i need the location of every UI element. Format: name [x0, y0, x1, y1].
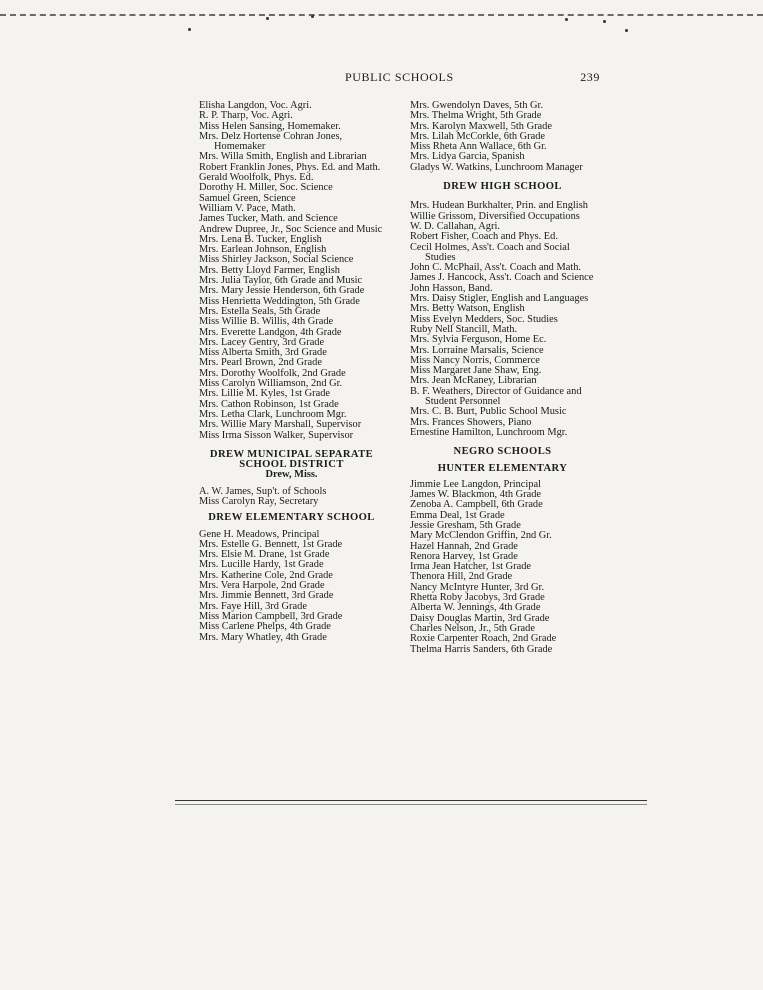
staff-entry: Miss Henrietta Weddington, 5th Grade [199, 295, 360, 307]
district-heading: DREW MUNICIPAL SEPARATE SCHOOL DISTRICT [209, 448, 374, 471]
staff-entry: Miss Helen Sansing, Homemaker. [199, 120, 341, 132]
staff-entry: Miss Nancy Norris, Commerce [410, 354, 540, 366]
staff-entry: Daisy Douglas Martin, 3rd Grade [410, 612, 550, 624]
high-school-heading: DREW HIGH SCHOOL [443, 181, 562, 193]
right-column [410, 101, 595, 655]
staff-entry: Mrs. Daisy Stigler, English and Languages [410, 293, 589, 305]
scan-speck [565, 18, 568, 21]
staff-entry: Mrs. Elsie M. Drane, 1st Grade [199, 549, 330, 561]
staff-entry: Mrs. Betty Watson, English [410, 303, 525, 315]
staff-entry: Miss Alberta Smith, 3rd Grade [199, 347, 327, 359]
staff-list [199, 101, 384, 441]
staff-entry: R. P. Tharp, Voc. Agri. [199, 110, 293, 122]
staff-entry: Mrs. Lorraine Marsalis, Science [410, 344, 544, 356]
staff-entry: Miss Willie B. Willis, 4th Grade [199, 316, 334, 328]
staff-entry: Mrs. Letha Clark, Lunchroom Mgr. [199, 408, 347, 420]
staff-entry: Mrs. Willa Smith, English and Librarian [199, 151, 367, 163]
footer-rule [175, 800, 647, 801]
staff-entry: Miss Carolyn Williamson, 2nd Gr. [199, 378, 343, 390]
staff-entry: Jessie Gresham, 5th Grade [410, 519, 521, 531]
elementary-staff-list [199, 530, 384, 643]
staff-entry: Nancy McIntyre Hunter, 3rd Gr. [410, 581, 545, 593]
staff-entry: Mrs. Faye Hill, 3rd Grade [199, 600, 307, 612]
staff-list [410, 101, 595, 173]
staff-entry: John Hasson, Band. [410, 282, 493, 294]
staff-entry: Mrs. Julia Taylor, 6th Grade and Music [199, 275, 363, 287]
staff-entry: Robert Franklin Jones, Phys. Ed. and Math. [199, 161, 381, 173]
staff-entry: Thenora Hill, 2nd Grade [410, 571, 513, 583]
staff-entry: Mrs. Mary Whatley, 4th Grade [199, 631, 327, 643]
staff-entry: Miss Margaret Jane Shaw, Eng. [410, 365, 542, 377]
staff-entry: Mrs. Mary Jessie Henderson, 6th Grade [199, 285, 365, 297]
scan-edge-border [0, 14, 763, 16]
staff-entry: Mrs. Lillie M. Kyles, 1st Grade [199, 388, 331, 400]
staff-entry: Mrs. Everette Landgon, 4th Grade [199, 326, 342, 338]
footer-rule [175, 804, 647, 805]
staff-entry: Renora Harvey, 1st Grade [410, 550, 518, 562]
staff-entry: William V. Pace, Math. [199, 202, 296, 214]
page-number: 239 [580, 70, 600, 84]
staff-entry: Mrs. Dorothy Woolfolk, 2nd Grade [199, 367, 346, 379]
staff-entry: W. D. Callahan, Agri. [410, 220, 500, 232]
staff-entry: Gene H. Meadows, Principal [199, 528, 320, 540]
high-school-staff-list [410, 201, 595, 438]
staff-entry: Mrs. Hudean Burkhalter, Prin. and English [410, 200, 588, 212]
district-location: Drew, Miss. [265, 469, 318, 481]
staff-entry: Mrs. Lacey Gentry, 3rd Grade [199, 336, 325, 348]
scan-speck [603, 20, 606, 23]
staff-entry: Mary McClendon Griffin, 2nd Gr. [410, 530, 552, 542]
staff-entry: Miss Carolyn Ray, Secretary [199, 495, 319, 507]
staff-entry: Andrew Dupree, Jr., Soc Science and Music [199, 223, 383, 235]
elementary-heading: DREW ELEMENTARY SCHOOL [208, 512, 375, 524]
staff-entry: Mrs. Estelle G. Bennett, 1st Grade [199, 538, 343, 550]
staff-entry: Zenoba A. Campbell, 6th Grade [410, 499, 543, 511]
staff-entry: Mrs. Lena B. Tucker, English [199, 233, 322, 245]
staff-entry: Ernestine Hamilton, Lunchroom Mgr. [410, 426, 568, 438]
staff-entry: Mrs. Katherine Cole, 2nd Grade [199, 569, 333, 581]
staff-entry: Gladys W. Watkins, Lunchroom Manager [410, 161, 583, 173]
staff-entry: John C. McPhail, Ass't. Coach and Math. [410, 262, 582, 274]
staff-entry: Ruby Nell Stancill, Math. [410, 323, 518, 335]
staff-entry: Thelma Harris Sanders, 6th Grade [410, 643, 553, 655]
running-title: PUBLIC SCHOOLS [345, 70, 454, 84]
staff-entry: Miss Carlene Phelps, 4th Grade [199, 621, 331, 633]
staff-entry: Dorothy H. Miller, Soc. Science [199, 182, 333, 194]
staff-entry: Mrs. C. B. Burt, Public School Music [410, 406, 567, 418]
staff-entry: Mrs. Estella Seals, 5th Grade [199, 305, 321, 317]
staff-entry: Mrs. Vera Harpole, 2nd Grade [199, 580, 325, 592]
staff-entry: Mrs. Sylvia Ferguson, Home Ec. [410, 334, 547, 346]
district-staff-list [199, 487, 384, 508]
staff-entry: Hazel Hannah, 2nd Grade [410, 540, 518, 552]
staff-entry: Samuel Green, Science [199, 192, 296, 204]
scan-speck [188, 28, 191, 31]
staff-entry: Irma Jean Hatcher, 1st Grade [410, 561, 532, 573]
staff-entry: Mrs. Jean McRaney, Librarian [410, 375, 537, 387]
page-header [200, 70, 600, 86]
staff-entry: Mrs. Jimmie Bennett, 3rd Grade [199, 590, 334, 602]
staff-entry: Jimmie Lee Langdon, Principal [410, 478, 542, 490]
scan-speck [311, 15, 314, 18]
staff-entry: Miss Shirley Jackson, Social Science [199, 254, 354, 266]
staff-entry: Mrs. Willie Mary Marshall, Supervisor [199, 419, 362, 431]
hunter-staff-list [410, 480, 595, 655]
staff-entry: Cecil Holmes, Ass't. Coach and Social Studies [410, 241, 570, 263]
staff-entry: Mrs. Lucille Hardy, 1st Grade [199, 559, 324, 571]
staff-entry: A. W. James, Sup't. of Schools [199, 485, 327, 497]
staff-entry: Emma Deal, 1st Grade [410, 509, 505, 521]
staff-entry: Charles Nelson, Jr., 5th Grade [410, 622, 535, 634]
staff-entry: Alberta W. Jennings, 4th Grade [410, 602, 541, 614]
staff-entry: Mrs. Gwendolyn Daves, 5th Gr. [410, 100, 544, 111]
staff-entry: Roxie Carpenter Roach, 2nd Grade [410, 633, 557, 645]
staff-entry: Mrs. Frances Showers, Piano [410, 416, 532, 428]
scan-speck [266, 17, 269, 20]
staff-entry: Mrs. Betty Lloyd Farmer, English [199, 264, 340, 276]
staff-entry: B. F. Weathers, Director of Guidance and Student Personnel [410, 385, 582, 408]
staff-entry: Elisha Langdon, Voc. Agri. [199, 100, 312, 111]
left-column [199, 101, 384, 643]
staff-entry: James W. Blackmon, 4th Grade [410, 489, 542, 501]
scan-speck [625, 29, 628, 32]
staff-entry: Robert Fisher, Coach and Phys. Ed. [410, 231, 558, 243]
staff-entry: Willie Grissom, Diversified Occupations [410, 210, 580, 222]
staff-entry: Mrs. Cathon Robinson, 1st Grade [199, 398, 339, 410]
staff-entry: James Tucker, Math. and Science [199, 213, 338, 225]
staff-entry: Mrs. Delz Hortense Cohran Jones, Homemaker [199, 130, 343, 153]
hunter-elementary-heading: HUNTER ELEMENTARY [437, 462, 568, 474]
staff-entry: Mrs. Karolyn Maxwell, 5th Grade [410, 120, 552, 132]
staff-entry: Miss Rheta Ann Wallace, 6th Gr. [410, 141, 547, 153]
staff-entry: Miss Marion Campbell, 3rd Grade [199, 610, 343, 622]
staff-entry: Mrs. Earlean Johnson, English [199, 244, 327, 256]
staff-entry: Miss Evelyn Medders, Soc. Studies [410, 313, 558, 325]
staff-entry: Rhetta Roby Jacobys, 3rd Grade [410, 592, 545, 604]
staff-entry: Gerald Woolfolk, Phys. Ed. [199, 172, 314, 184]
staff-entry: Mrs. Thelma Wright, 5th Grade [410, 110, 542, 122]
staff-entry: Mrs. Pearl Brown, 2nd Grade [199, 357, 322, 369]
staff-entry: James J. Hancock, Ass't. Coach and Science [410, 272, 594, 284]
staff-entry: Miss Irma Sisson Walker, Supervisor [199, 429, 354, 441]
staff-entry: Mrs. Lilah McCorkle, 6th Grade [410, 130, 546, 142]
negro-schools-heading: NEGRO SCHOOLS [453, 446, 552, 458]
staff-entry: Mrs. Lidya Garcia, Spanish [410, 151, 525, 163]
